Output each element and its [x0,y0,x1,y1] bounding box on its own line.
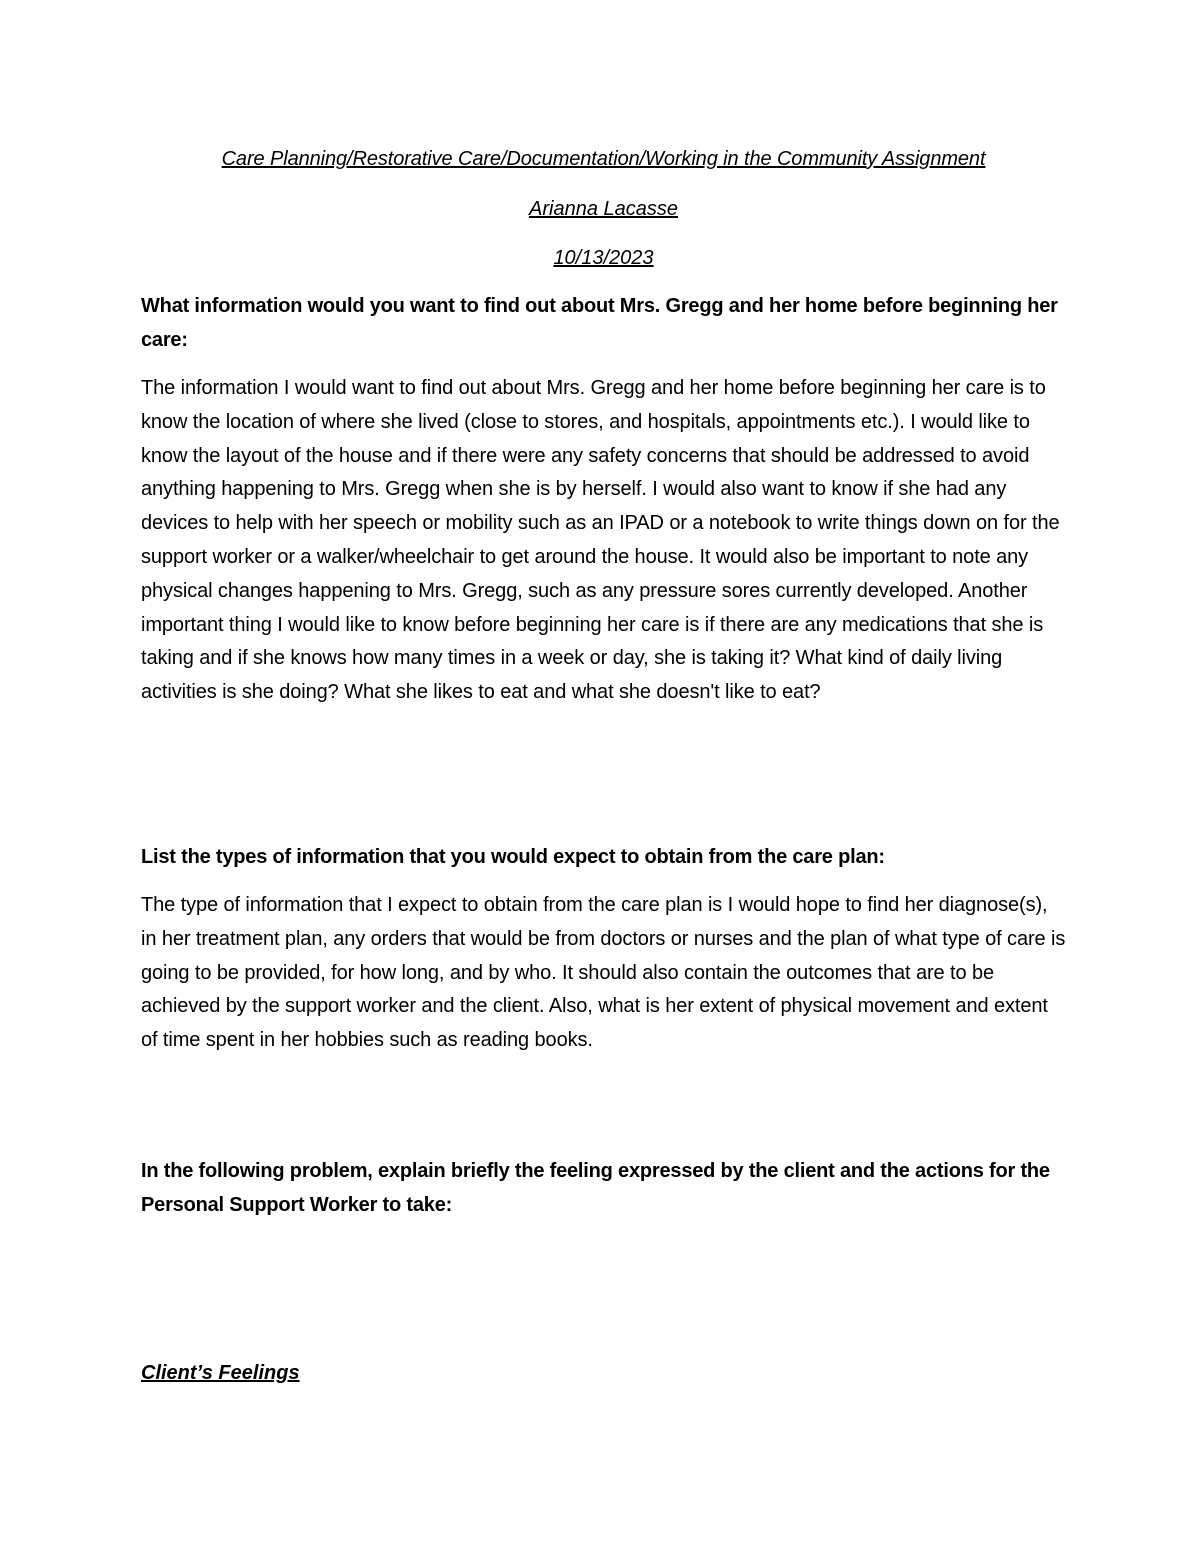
answer-paragraph-2: The type of information that I expect to obtain from the care plan is I would hope to find her diagnose(s), in her treatment plan, any orders that would be from doctors or nurses and the plan of what type of care is going to be provided, for how long, and by who. It should also contain the outcomes that are to be achieved by the support worker and the client. Also, what is her extent of physical movement and extent of time spent in her hobbies such as reading books. [141,894,1066,1052]
document-date: 10/13/2023 [553,247,654,269]
answer-paragraph-1: The information I would want to find out about Mrs. Gregg and her home before beginning her care is to know the location of where she lived (close to stores, and hospitals, appointments etc.). I would like to know the layout of the house and if there were any safety concerns that should be addressed to avoid anything happening to Mrs. Gregg when she is by herself. I would also want to know if she had any devices to help with her speech or mobility such as an IPAD or a notebook to write things down on for the support worker or a walker/wheelchair to get around the house. It would also be important to note any physical changes happening to Mrs. Gregg, such as any pressure sores currently developed. Another important thing I would like to know before beginning her care is if there are any medications that she is taking and if she knows how many times in a week or day, she is taking it? What kind of daily living activities is she doing? What she likes to eat and what she doesn't like to eat? [141,377,1060,704]
document-author: Arianna Lacasse [529,198,678,220]
clients-feelings-subheading: Client’s Feelings [141,1362,300,1384]
question-heading-3: In the following problem, explain briefly the feeling expressed by the client and the actions for the Personal Support Worker to take: [141,1160,1050,1216]
question-heading-1: What information would you want to find out about Mrs. Gregg and her home before beginning her care: [141,295,1058,351]
question-heading-2: List the types of information that you would expect to obtain from the care plan: [141,846,885,868]
document-title: Care Planning/Restorative Care/Documentation/Working in the Community Assignment [221,148,986,170]
